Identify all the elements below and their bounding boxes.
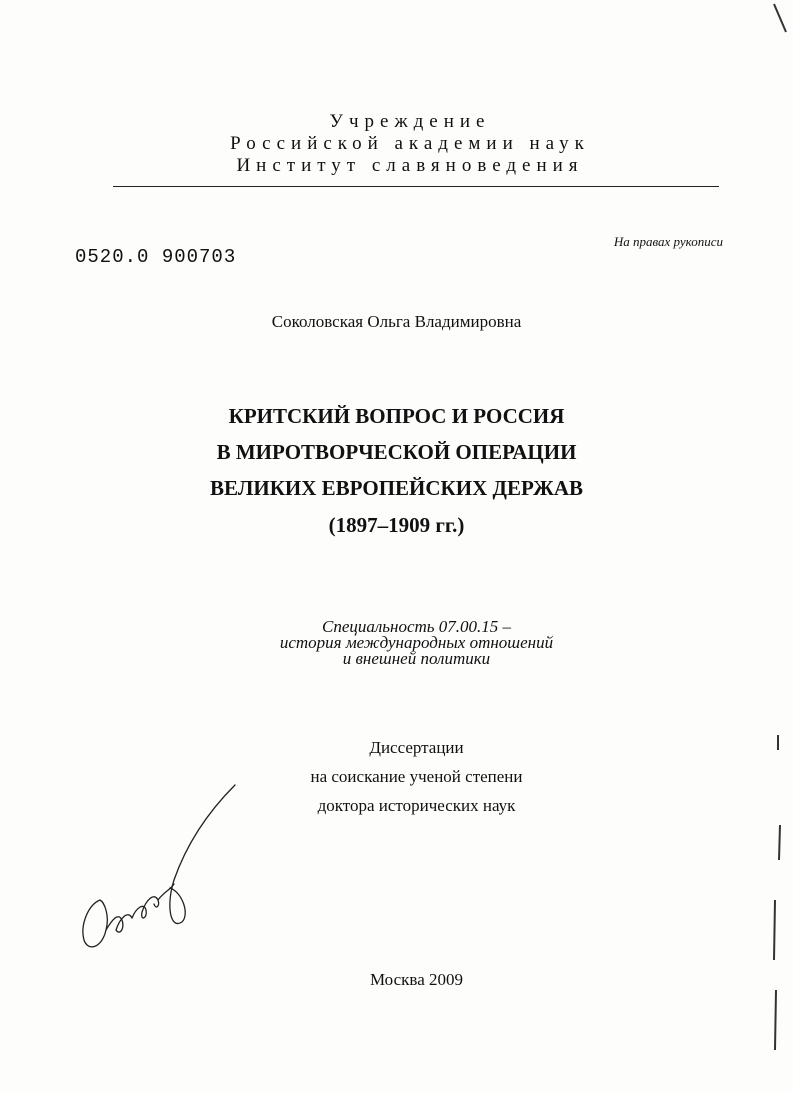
dissertation-line-1: Диссертации [369, 738, 464, 757]
institution-line-3: Институт славяноведения [236, 155, 584, 176]
institution-line-1: Учреждение [329, 111, 491, 132]
title-line-2: В МИРОТВОРЧЕСКОЙ ОПЕРАЦИИ [216, 440, 577, 464]
rights-note: На правах рукописи [613, 234, 723, 249]
specialty-line-3: и внешней политики [342, 649, 491, 668]
author-name: Соколовская Ольга Владимировна [271, 312, 522, 331]
city-year: Москва 2009 [369, 970, 464, 989]
header-divider [113, 186, 719, 187]
specialty-line-1: Специальность 07.00.15 – [321, 617, 512, 636]
library-stamp-number: 0520.0 900703 [75, 246, 237, 268]
specialty-line-2: история международных отношений [279, 633, 554, 652]
title-years: (1897–1909 гг.) [328, 513, 465, 537]
handwritten-signature [70, 780, 250, 960]
institution-line-2: Российской академии наук [230, 133, 590, 154]
scan-edge-marks [760, 0, 793, 1093]
dissertation-line-2: на соискание ученой степени [310, 767, 523, 786]
title-line-1: КРИТСКИЙ ВОПРОС И РОССИЯ [228, 404, 565, 428]
title-line-3: ВЕЛИКИХ ЕВРОПЕЙСКИХ ДЕРЖАВ [209, 476, 584, 500]
dissertation-line-3: доктора исторических наук [317, 796, 516, 815]
